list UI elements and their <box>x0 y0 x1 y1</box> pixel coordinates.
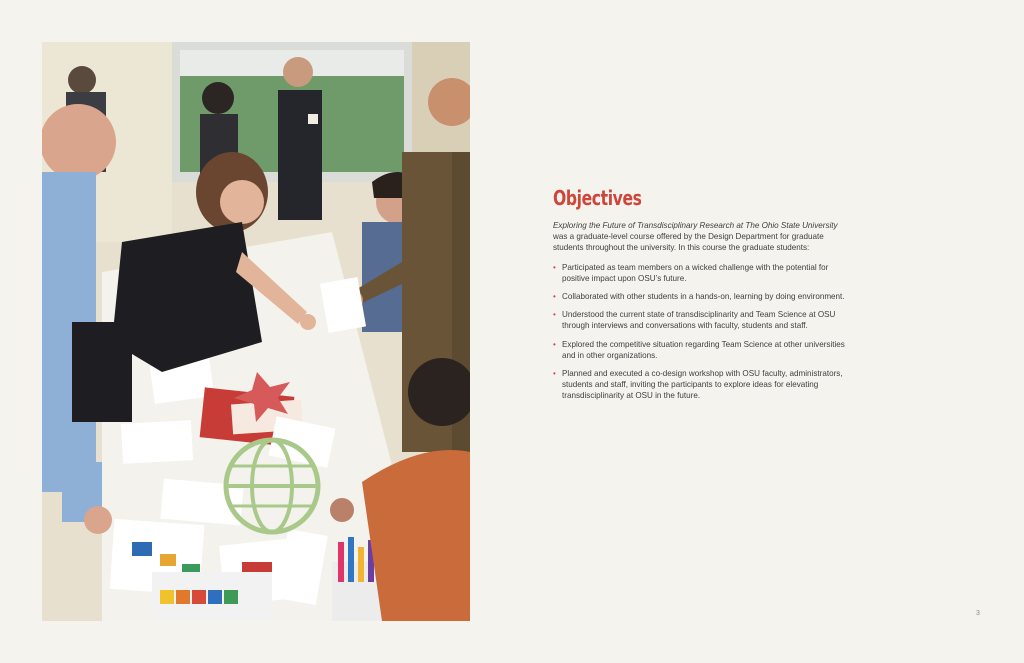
objectives-heading: Objectives <box>553 186 642 210</box>
objective-text: Understood the current state of transdisciplinarity and Team Science at OSU through interviews and conversations with faculty, students and staff. <box>562 310 836 331</box>
objectives-list <box>553 262 853 402</box>
objectives-section <box>553 186 853 409</box>
page-number: 3 <box>976 610 980 617</box>
workshop-photo-illustration <box>42 42 470 621</box>
course-title: Exploring the Future of Transdisciplinary Research at The Ohio State University <box>553 221 838 230</box>
bullet-icon: • <box>553 369 556 379</box>
objective-item <box>553 339 853 361</box>
workshop-photo <box>42 42 470 621</box>
objective-item <box>553 262 853 284</box>
objective-item <box>553 291 853 302</box>
objective-text: Participated as team members on a wicked challenge with the potential for positive impact upon OSU’s future. <box>562 262 829 283</box>
objectives-intro <box>553 220 853 254</box>
bullet-icon: • <box>553 262 556 272</box>
bullet-icon: • <box>553 310 556 320</box>
objective-item <box>553 309 853 331</box>
objective-item <box>553 368 853 402</box>
intro-text: was a graduate-level course offered by the Design Department for graduate students throughout the university. In this course the graduate students: <box>553 232 824 253</box>
bullet-icon: • <box>553 292 556 302</box>
objective-text: Explored the competitive situation regarding Team Science at other universities and in other organizations. <box>562 339 845 360</box>
bullet-icon: • <box>553 339 556 349</box>
objective-text: Planned and executed a co-design workshop with OSU faculty, administrators, students and staff, inviting the participants to explore ideas for elevating transdisciplinarity at OSU in the future. <box>562 369 843 401</box>
objective-text: Collaborated with other students in a hands-on, learning by doing environment. <box>562 292 845 302</box>
